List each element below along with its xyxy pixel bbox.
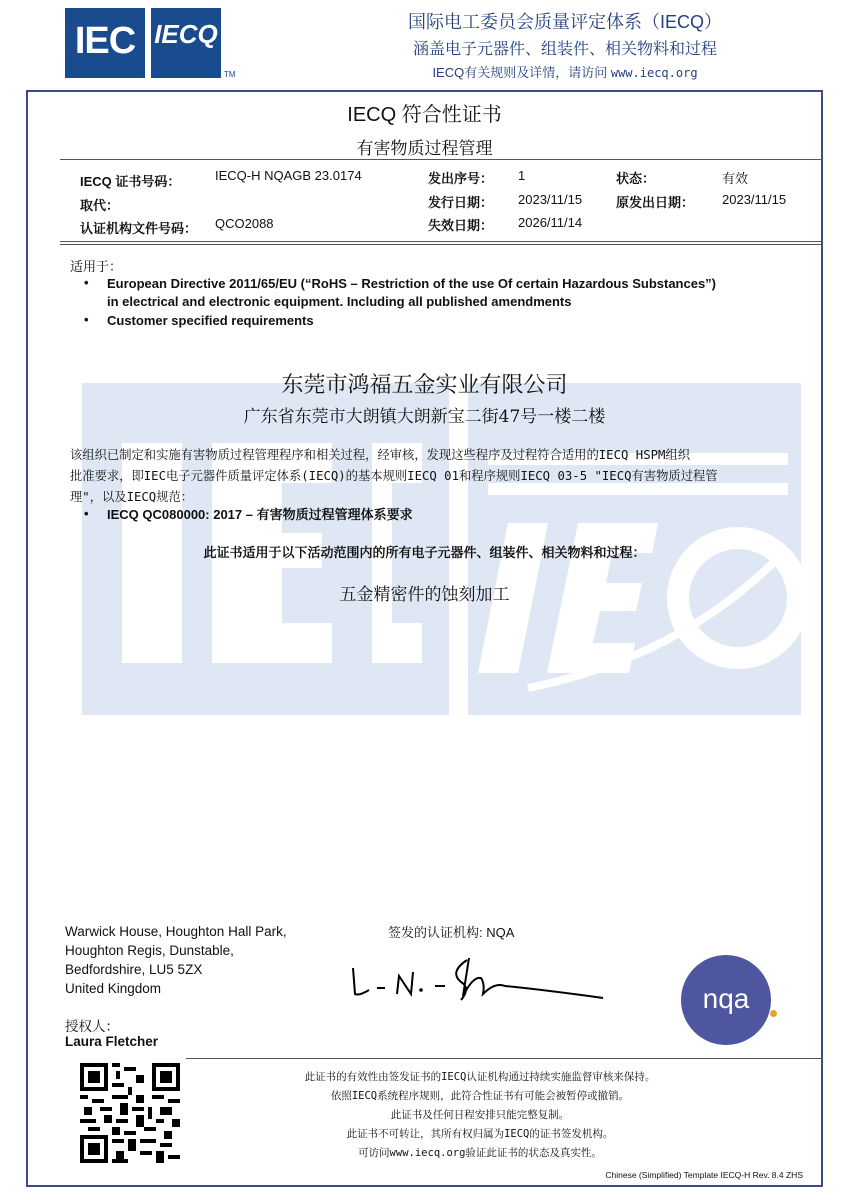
nqa-logo-dot bbox=[770, 1010, 777, 1017]
address-line-4: United Kingdom bbox=[65, 981, 162, 996]
doc-no-label: 认证机构文件号码： bbox=[80, 221, 198, 236]
iecq-logo: IECQ bbox=[151, 8, 221, 78]
replaces-label: 取代： bbox=[80, 198, 120, 213]
footer-notes bbox=[280, 1068, 680, 1163]
issue-date-label: 发行日期： bbox=[428, 195, 494, 210]
applies-directive-line-2: in electrical and electronic equipment. Including all published amendments bbox=[107, 294, 572, 309]
certificate-subtitle: 有害物质过程管理 bbox=[356, 139, 493, 158]
issue-seq-value: 1 bbox=[518, 168, 526, 183]
signature bbox=[345, 950, 615, 1010]
certificate-title: IECQ 符合性证书 bbox=[347, 104, 502, 126]
footer-divider bbox=[186, 1058, 823, 1059]
applies-directive-line-1: European Directive 2011/65/EU (“RoHS – Restriction of the use Of certain Hazardous Substances”) bbox=[107, 276, 717, 291]
original-issue-label: 原发出日期： bbox=[616, 195, 695, 210]
status-value: 有效 bbox=[722, 171, 749, 186]
company-address: 广东省东莞市大朗镇大朗新宝二街47号一楼二楼 bbox=[243, 407, 606, 427]
nqa-address bbox=[65, 922, 287, 998]
header-line-2: 涵盖电子元器件、组装件、相关物料和过程 bbox=[412, 41, 717, 58]
header-line-3 bbox=[370, 62, 760, 81]
scope-text: 五金精密件的蚀刻加工 bbox=[339, 585, 510, 605]
trademark-mark: TM bbox=[224, 70, 236, 79]
nqa-logo: nqa bbox=[681, 955, 771, 1045]
conformity-paragraph bbox=[70, 445, 815, 508]
authorized-name: Laura Fletcher bbox=[65, 1034, 159, 1049]
divider-info bbox=[60, 241, 823, 242]
spec-bullet: IECQ QC080000: 2017 – 有害物质过程管理体系要求 bbox=[107, 507, 413, 522]
conformity-line-1: 该组织已制定和实施有害物质过程管理程序和相关过程，经审核，发现这些程序及过程符合适用的IECQ HSPM组织 bbox=[70, 448, 690, 462]
iec-logo: IEC bbox=[65, 8, 145, 78]
note-4: 此证书不可转让，其所有权归属为IECQ的证书签发机构。 bbox=[346, 1128, 614, 1140]
qr-code[interactable] bbox=[80, 1063, 180, 1163]
note-2: 依照IECQ系统程序规则，此符合性证书有可能会被暂停或撤销。 bbox=[330, 1090, 630, 1102]
note-5: 可访问www.iecq.org验证此证书的状态及真实性。 bbox=[358, 1147, 602, 1159]
bullet: • bbox=[84, 506, 89, 521]
bullet: • bbox=[84, 275, 89, 290]
address-line-1: Warwick House, Houghton Hall Park, bbox=[65, 924, 287, 939]
cert-no-value: IECQ-H NQAGB 23.0174 bbox=[215, 168, 362, 183]
expiry-label: 失效日期： bbox=[428, 218, 494, 233]
registered-mark: ® bbox=[138, 66, 145, 76]
doc-no-value: QCO2088 bbox=[215, 216, 274, 231]
status-label: 状态： bbox=[616, 171, 656, 186]
divider-info-2 bbox=[60, 244, 823, 245]
conformity-line-3: 理"，以及IECQ规范： bbox=[70, 490, 194, 504]
template-id: Chinese (Simplified) Template IECQ-H Rev. 8.4 ZHS bbox=[605, 1170, 803, 1180]
note-1: 此证书的有效性由签发证书的IECQ认证机构通过持续实施监督审核来保持。 bbox=[304, 1071, 656, 1083]
note-3: 此证书及任何日程安排只能完整复制。 bbox=[390, 1109, 570, 1121]
authorized-label: 授权人： bbox=[65, 1019, 119, 1034]
original-issue-value: 2023/11/15 bbox=[722, 192, 787, 207]
divider-top bbox=[60, 159, 823, 160]
company-name: 东莞市鸿福五金实业有限公司 bbox=[281, 373, 568, 398]
issuing-body: 签发的认证机构: NQA bbox=[388, 925, 515, 940]
header-line-1: 国际电工委员会质量评定体系（IECQ） bbox=[407, 12, 722, 32]
applies-to-label: 适用于： bbox=[70, 259, 123, 274]
issue-seq-label: 发出序号： bbox=[428, 171, 494, 186]
address-line-3: Bedfordshire, LU5 5ZX bbox=[65, 962, 203, 977]
applies-customer: Customer specified requirements bbox=[107, 313, 314, 328]
cert-no-label: IECQ 证书号码： bbox=[80, 174, 181, 189]
address-line-2: Houghton Regis, Dunstable, bbox=[65, 943, 234, 958]
bullet: • bbox=[84, 312, 89, 327]
issue-date-value: 2023/11/15 bbox=[518, 192, 583, 207]
expiry-value: 2026/11/14 bbox=[518, 215, 583, 230]
conformity-line-2: 批准要求，即IEC电子元器件质量评定体系(IECQ)的基本规则IECQ 01和程序规则IECQ 03-5 "IECQ有害物质过程管 bbox=[70, 469, 718, 483]
scope-header: 此证书适用于以下活动范围内的所有电子元器件、组装件、相关物料和过程： bbox=[203, 545, 646, 560]
applies-directive bbox=[107, 275, 817, 311]
header-url: www.iecq.org bbox=[610, 66, 698, 80]
header-line-3-text: IECQ有关规则及详情，请访问 bbox=[432, 65, 611, 80]
